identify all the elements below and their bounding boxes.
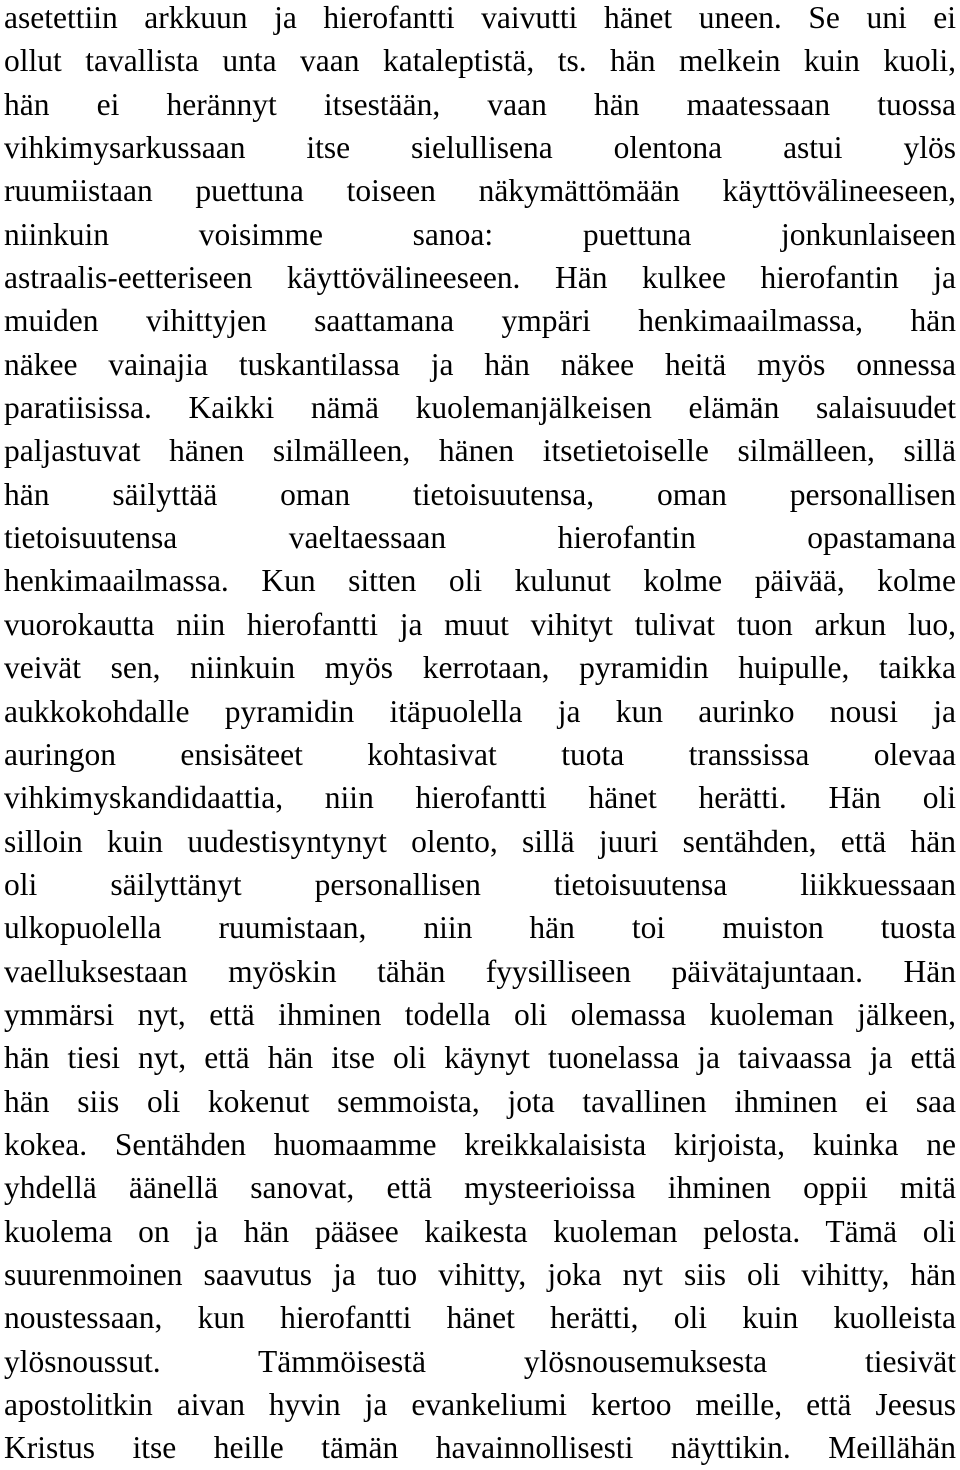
text-line-33: apostolitkin aivan hyvin ja evankeliumi kertoo meille, että Jeesus	[4, 1387, 956, 1422]
text-line-22: ulkopuolella ruumistaan, niin hän toi muiston tuosta	[4, 910, 956, 946]
text-line-28: yhdellä äänellä sanovat, että mysteerioissa ihminen oppii mitä	[4, 1170, 956, 1206]
text-line-25: hän tiesi nyt, että hän itse oli käynyt tuonelassa ja taivaassa ja että	[4, 1040, 956, 1076]
text-line-27: kokea. Sentähden huomaamme kreikkalaisista kirjoista, kuinka ne	[4, 1126, 956, 1162]
text-line-13: tietoisuutensa vaeltaessaan hierofantin opastamana	[4, 520, 956, 556]
text-line-8: muiden vihittyjen saattamana ympäri henkimaailmassa, hän	[4, 303, 956, 339]
text-line-21: oli säilyttänyt personallisen tietoisuutensa liikkuessaan	[4, 866, 956, 902]
text-line-26: hän siis oli kokenut semmoista, jota tavallinen ihminen ei saa	[4, 1083, 956, 1119]
text-line-16: veivät sen, niinkuin myös kerrotaan, pyramidin huipulle, taikka	[4, 650, 956, 686]
text-line-24: ymmärsi nyt, että ihminen todella oli olemassa kuoleman jälkeen,	[4, 996, 956, 1032]
text-line-10: paratiisissa. Kaikki nämä kuolemanjälkeisen elämän salaisuudet	[4, 390, 956, 426]
text-line-19: vihkimyskandidaattia, niin hierofantti hänet herätti. Hän oli	[4, 780, 956, 816]
text-line-3: hän ei herännyt itsestään, vaan hän maatessaan tuossa	[4, 86, 956, 122]
text-line-7: astraalis-eetteriseen käyttövälineeseen. Hän kulkee hierofantin ja	[4, 260, 956, 296]
text-line-9: näkee vainajia tuskantilassa ja hän näkee heitä myös onnessa	[4, 346, 956, 382]
text-line-11: paljastuvat hänen silmälleen, hänen itsetietoiselle silmälleen, sillä	[4, 433, 956, 469]
text-line-34: Kristus itse heille tämän havainnollisesti näyttikin. Meillähän	[4, 1430, 956, 1466]
document-page	[4, 0, 956, 1470]
text-line-23: vaelluksestaan myöskin tähän fyysilliseen päivätajuntaan. Hän	[4, 953, 956, 989]
text-line-5: ruumiistaan puettuna toiseen näkymättömään käyttövälineeseen,	[4, 173, 956, 209]
text-line-14: henkimaailmassa. Kun sitten oli kulunut kolme päivää, kolme	[4, 563, 956, 599]
text-line-17: aukkokohdalle pyramidin itäpuolella ja kun aurinko nousi ja	[4, 693, 956, 729]
text-line-2: ollut tavallista unta vaan kataleptistä, ts. hän melkein kuin kuoli,	[4, 43, 956, 79]
text-line-32: ylösnoussut. Tämmöisestä ylösnousemuksesta tiesivät	[4, 1343, 956, 1379]
text-line-31: noustessaan, kun hierofantti hänet herätti, oli kuin kuolleista	[4, 1300, 956, 1336]
text-line-6: niinkuin voisimme sanoa: puettuna jonkunlaiseen	[4, 216, 956, 252]
text-line-1: asetettiin arkkuun ja hierofantti vaivutti hänet uneen. Se uni ei	[4, 0, 956, 35]
text-line-29: kuolema on ja hän pääsee kaikesta kuoleman pelosta. Tämä oli	[4, 1213, 956, 1249]
text-line-4: vihkimysarkussaan itse sielullisena olentona astui ylös	[4, 130, 956, 166]
text-line-15: vuorokautta niin hierofantti ja muut vihityt tulivat tuon arkun luo,	[4, 606, 956, 642]
text-line-30: suurenmoinen saavutus ja tuo vihitty, joka nyt siis oli vihitty, hän	[4, 1256, 956, 1292]
text-line-20: silloin kuin uudestisyntynyt olento, sillä juuri sentähden, että hän	[4, 823, 956, 859]
text-line-18: auringon ensisäteet kohtasivat tuota transsissa olevaa	[4, 736, 956, 772]
text-line-12: hän säilyttää oman tietoisuutensa, oman personallisen	[4, 476, 956, 512]
